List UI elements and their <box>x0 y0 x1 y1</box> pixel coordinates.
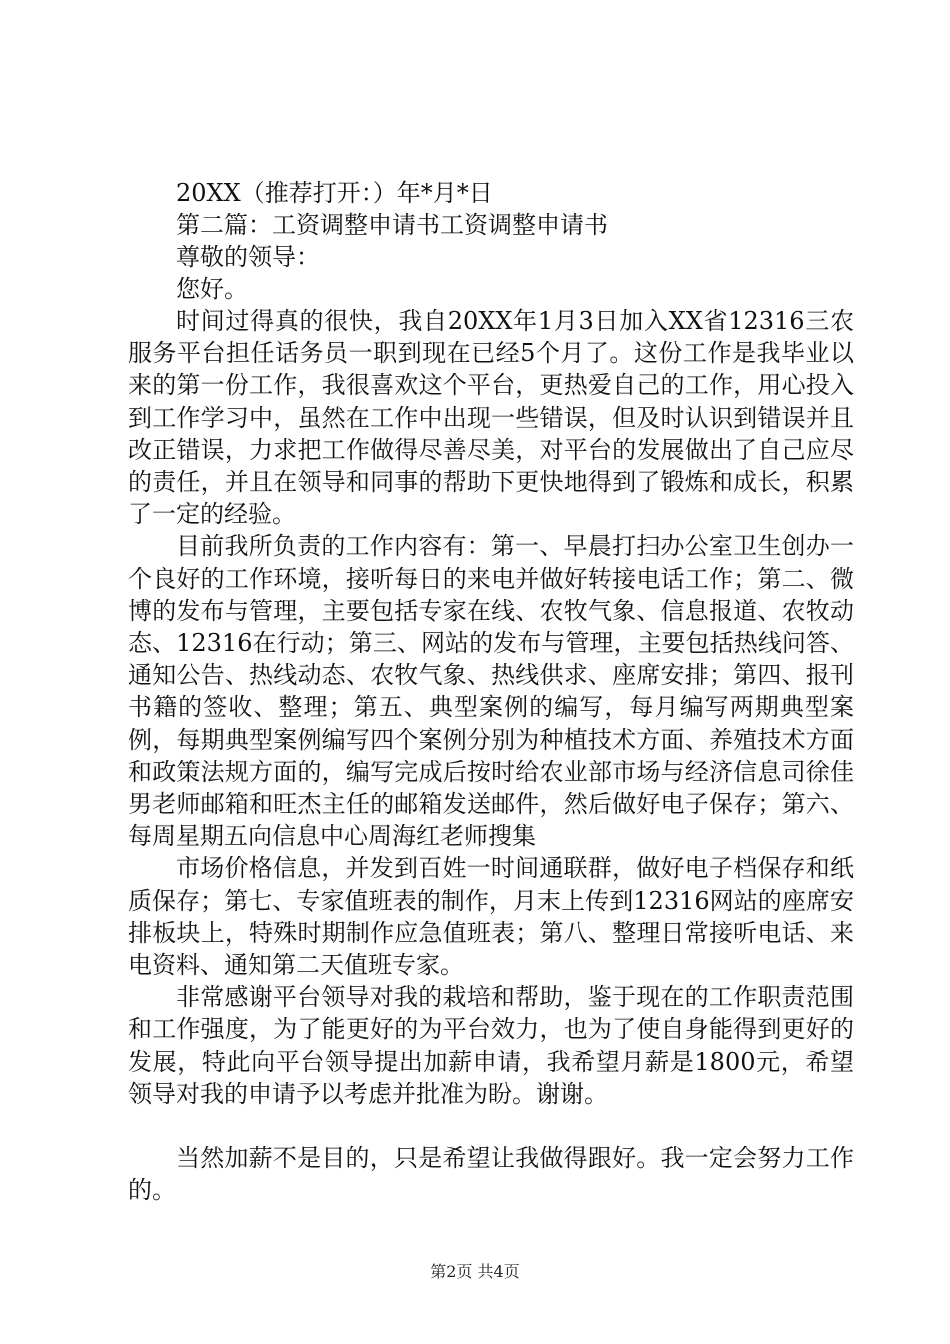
page-footer: 第2页 共4页 <box>430 1262 520 1281</box>
blank-line <box>128 1110 854 1142</box>
salutation: 尊敬的领导： <box>176 243 320 271</box>
paragraph-duties-continued: 市场价格信息，并发到百姓一时间通联群，做好电子档保存和纸质保存；第七、专家值班表的制作，月末上传到12316网站的座席安排板块上，特殊时期制作应急值班表；第八、整理日常接听电话、来电资料、通知第二天值班专家。 <box>128 854 854 980</box>
greeting: 您好。 <box>176 275 248 303</box>
paragraph-intro: 时间过得真的很快，我自20XX年1月3日加入XX省12316三农服务平台担任话务员一职到现在已经5个月了。这份工作是我毕业以来的第一份工作，我很喜欢这个平台，更热爱自己的工作，用心投入到工作学习中，虽然在工作中出现一些错误，但及时认识到错误并且改正错误，力求把工作做得尽善尽美，对平台的发展做出了自己应尽的责任，并且在领导和同事的帮助下更快地得到了锻炼和成长，积累了一定的经验。 <box>128 307 854 529</box>
paragraph-duties: 目前我所负责的工作内容有：第一、早晨打扫办公室卫生创办一个良好的工作环境，接听每日的来电并做好转接电话工作；第二、微博的发布与管理，主要包括专家在线、农牧气象、信息报道、农牧动态、12316在行动；第三、网站的发布与管理，主要包括热线问答、通知公告、热线动态、农牧气象、热线供求、座席安排；第四、报刊书籍的签收、整理；第五、典型案例的编写，每月编写两期典型案例，每期典型案例编写四个案例分别为种植技术方面、养殖技术方面和政策法规方面的，编写完成后按时给农业部市场与经济信息司徐佳男老师邮箱和旺杰主任的邮箱发送邮件，然后做好电子保存；第六、每周星期五向信息中心周海红老师搜集 <box>128 532 854 851</box>
date-line: 20XX（推荐打开：）年*月*日 <box>176 179 493 207</box>
paragraph-request: 非常感谢平台领导对我的栽培和帮助，鉴于现在的工作职责范围和工作强度，为了能更好的为平台效力，也为了使自身能得到更好的发展，特此向平台领导提出加薪申请，我希望月薪是1800元，希望领导对我的申请予以考虑并批准为盼。谢谢。 <box>128 983 854 1108</box>
paragraph-closing: 当然加薪不是目的，只是希望让我做得跟好。我一定会努力工作的。 <box>128 1144 854 1205</box>
document-body <box>128 177 854 1206</box>
section-title: 第二篇：工资调整申请书工资调整申请书 <box>176 211 608 239</box>
